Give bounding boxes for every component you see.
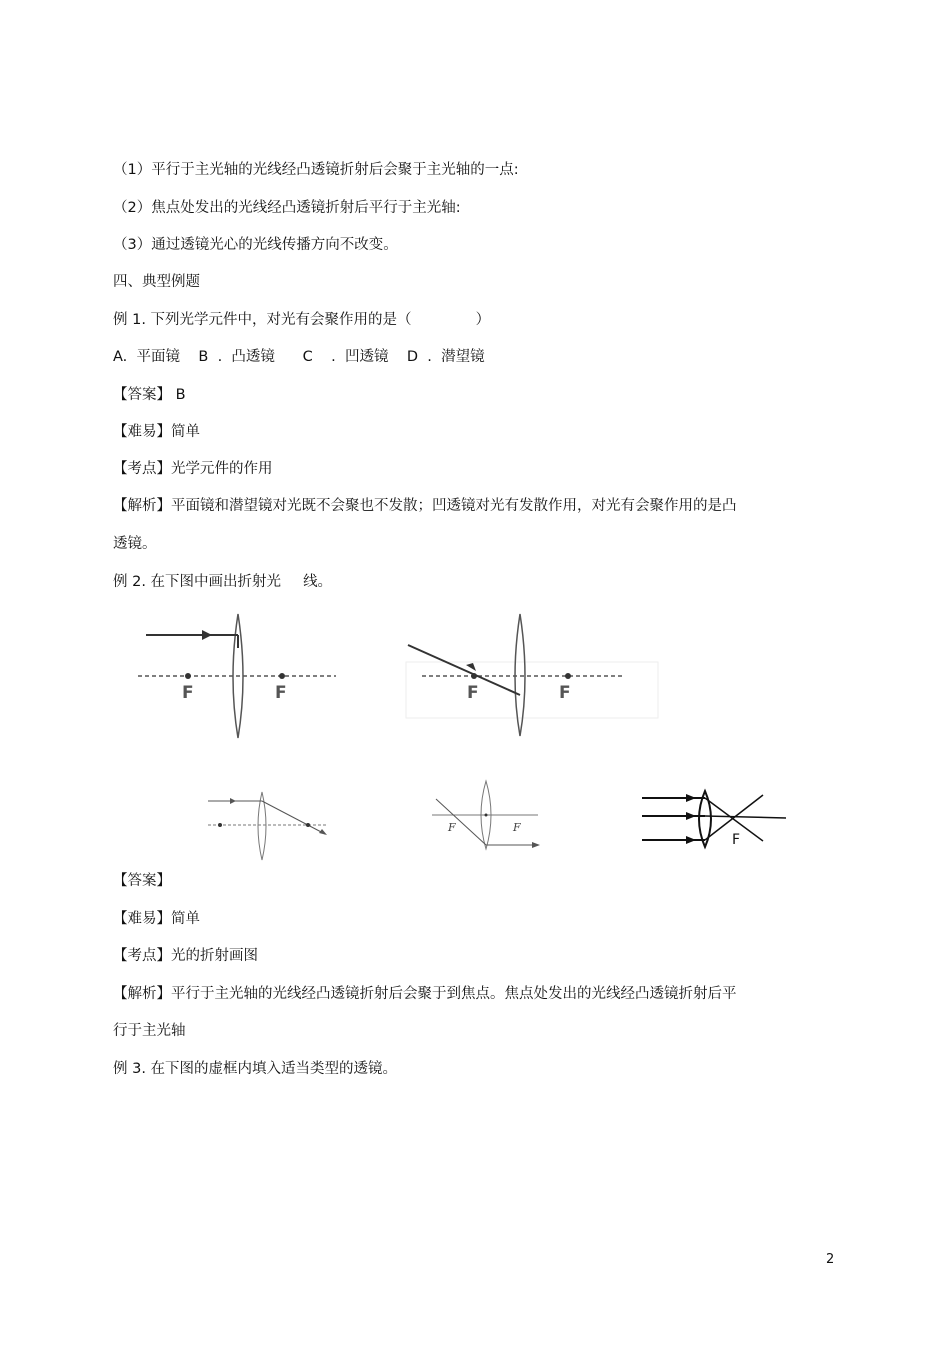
focus-point-right [306, 823, 310, 827]
refracted-ray-mid [705, 816, 786, 818]
focus-label: F [732, 832, 741, 848]
ex2-question-b: 线。 [303, 574, 333, 590]
ray-arrow [686, 794, 696, 802]
ray-arrow [319, 829, 327, 835]
ex2-difficulty: 【难易】简单 [113, 911, 200, 927]
ex2-question [113, 572, 332, 592]
page-number: 2 [826, 1252, 835, 1267]
ray-arrow [686, 836, 696, 844]
focus-point-left [185, 673, 191, 679]
ray-arrow [202, 630, 212, 640]
focus-point-right [565, 673, 571, 679]
ex1-topic: 【考点】光学元件的作用 [113, 461, 273, 477]
ex1-analysis-2: 透镜。 [113, 536, 157, 552]
ex1-question [113, 310, 490, 330]
section-title: 四、典型例题 [113, 274, 200, 290]
ex2-topic: 【考点】光的折射画图 [113, 948, 258, 964]
rule-1: （1）平行于主光轴的光线经凸透镜折射后会聚于主光轴的一点: [113, 162, 519, 178]
ex1-answer: 【答案】 B [113, 387, 186, 403]
ex2-answer-figure-1 [200, 788, 340, 868]
ex2-analysis-2: 行于主光轴 [113, 1023, 186, 1039]
ray-arrow [686, 812, 696, 820]
center-point [485, 814, 488, 817]
focus-label: F [467, 683, 479, 703]
ray-arrow [230, 798, 236, 804]
ex1-difficulty: 【难易】简单 [113, 424, 200, 440]
ex2-answer-figure-3 [638, 785, 793, 860]
focus-point-right [279, 673, 285, 679]
focus-label: F [513, 821, 521, 834]
convex-lens [699, 791, 711, 847]
ex1-question-prefix: 例 1. 下列光学元件中，对光有会聚作用的是（ [113, 312, 412, 328]
ex1-options: A. 平面镜 B . 凸透镜 C . 凹透镜 D . 潜望镜 [113, 349, 485, 365]
ex1-analysis-1: 【解析】平面镜和潜望镜对光既不会聚也不发散；凹透镜对光有发散作用，对光有会聚作用的是凸 [113, 498, 737, 514]
refracted-ray [262, 801, 325, 834]
focus-label: F [182, 683, 194, 703]
rule-2: （2）焦点处发出的光线经凸透镜折射后平行于主光轴: [113, 200, 461, 216]
ray-arrow [532, 842, 540, 848]
focus-label: F [275, 683, 287, 703]
ex2-answer-figure-2 [420, 775, 550, 860]
ex2-figure-2 [400, 608, 660, 748]
ex1-question-suffix: ） [475, 312, 491, 328]
ex2-question-a: 例 2. 在下图中画出折射光 [113, 574, 282, 590]
ray-arrow [466, 663, 476, 671]
focus-point-left [218, 823, 222, 827]
focus-label: F [448, 821, 456, 834]
focus-label: F [559, 683, 571, 703]
ex2-answer: 【答案】 [113, 873, 171, 889]
rule-3: （3）通过透镜光心的光线传播方向不改变。 [113, 237, 398, 253]
focus-point-left [471, 673, 477, 679]
incident-ray [408, 645, 520, 695]
ex2-analysis-1: 【解析】平行于主光轴的光线经凸透镜折射后会聚于到焦点。焦点处发出的光线经凸透镜折射后平 [113, 986, 737, 1002]
ex3-question: 例 3. 在下图的虚框内填入适当类型的透镜。 [113, 1061, 398, 1077]
incident-ray [436, 799, 486, 845]
ex2-figure-1 [130, 608, 350, 748]
